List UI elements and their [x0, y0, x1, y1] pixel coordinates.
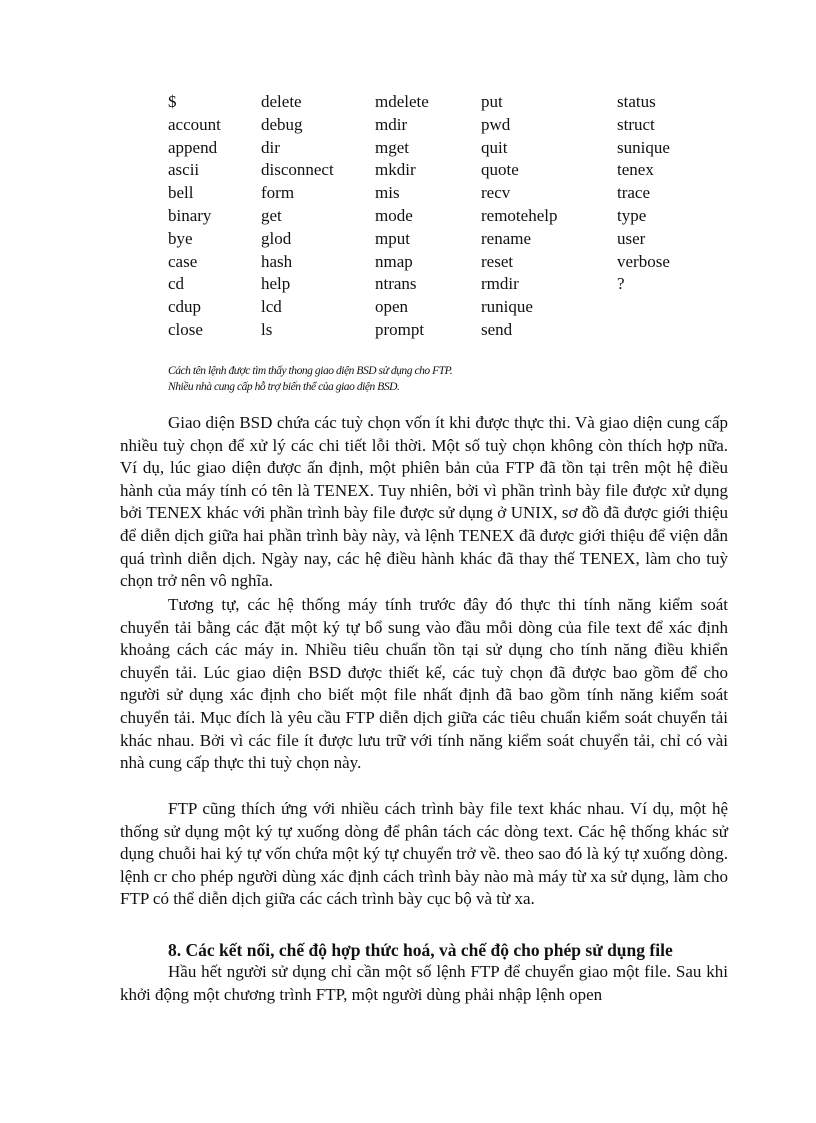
- command-name: delete: [261, 92, 302, 111]
- paragraph-transfer-control: Tương tự, các hệ thống máy tính trước đây đó thực thi tính năng kiểm soát chuyển tải bằng các đặt một ký tự bổ sung vào đầu mỗi dòng của file text để xác định khoảng cách các máy in. Nhiều tiêu chuẩn tồn tại sử dụng cho tính năng điều khiển chuyển tải. Lúc giao diện BSD được thiết kế, các tuỳ chọn đã được bao gồm để cho người sử dụng xác định cho biết một file nhất định đã bao gồm tính năng kiểm soát chuyển tải. Mục đích là yêu cầu FTP diễn dịch giữa các tiêu chuẩn kiểm soát chuyển tải khác nhau. Bởi vì các file ít được lưu trữ với tính năng kiểm soát chuyển tải, chỉ có vài nhà cung cấp thực thi tuỳ chọn này.: [120, 595, 728, 773]
- command-name: debug: [261, 114, 303, 134]
- command-name: struct: [617, 114, 655, 134]
- command-name: prompt: [375, 319, 425, 339]
- command-name: rmdir: [481, 274, 519, 294]
- command-name: cd: [168, 274, 185, 294]
- command-name: bye: [168, 228, 193, 248]
- command-name: status: [617, 92, 656, 111]
- command-name: binary: [168, 205, 212, 225]
- command-name: $: [168, 92, 177, 111]
- command-name: ascii: [168, 160, 200, 180]
- command-name: dir: [261, 137, 280, 157]
- command-name: trace: [617, 183, 651, 203]
- command-name: ?: [617, 274, 625, 294]
- command-name: open: [375, 297, 409, 317]
- command-name: mode: [375, 205, 413, 225]
- table-caption: [168, 363, 568, 395]
- command-name: case: [168, 251, 198, 271]
- command-name: quote: [481, 160, 519, 180]
- caption-line-2: Nhiều nhà cung cấp hỗ trợ biến thể của giao diện BSD.: [168, 381, 400, 393]
- command-name: append: [168, 137, 218, 157]
- command-name: form: [261, 183, 295, 203]
- command-name: get: [261, 205, 282, 225]
- command-name: ls: [261, 319, 273, 339]
- command-name: remotehelp: [481, 205, 558, 225]
- command-name: put: [481, 92, 503, 111]
- command-name: ntrans: [375, 274, 417, 294]
- command-name: mget: [375, 137, 409, 157]
- paragraph-text-representation: FTP cũng thích ứng với nhiều cách trình bày file text khác nhau. Ví dụ, một hệ thống sử dụng một ký tự xuống dòng để phân tách các dòng text. Các hệ thống khác sử dụng chuỗi hai ký tự vốn chứa một ký tự chuyển trở về. theo sao đó là ký tự xuống dòng. lệnh cr cho phép người dùng xác định cách trình bày nào mà máy từ xa sử dụng, làm cho FTP có thể diễn dịch giữa các cách trình bày cục bộ và từ xa.: [120, 799, 728, 909]
- section-heading: 8. Các kết nối, chế độ hợp thức hoá, và chế độ cho phép sử dụng file: [168, 940, 673, 960]
- command-name: user: [617, 228, 646, 248]
- command-name: type: [617, 205, 647, 225]
- command-name: send: [481, 319, 513, 339]
- command-name: quit: [481, 137, 508, 157]
- command-name: close: [168, 319, 203, 339]
- caption-line-1: Cách tên lệnh được tìm thấy thong giao diện BSD sử dụng cho FTP.: [168, 365, 453, 377]
- command-name: disconnect: [261, 160, 334, 180]
- paragraph-open-command: Hầu hết người sử dụng chỉ cần một số lệnh FTP để chuyển giao một file. Sau khi khởi động một chương trình FTP, một người dùng phải nhập lệnh open: [120, 962, 728, 1004]
- command-name: runique: [481, 297, 533, 317]
- command-name: glod: [261, 228, 292, 248]
- command-name: mdir: [375, 114, 408, 134]
- command-name: sunique: [617, 137, 670, 157]
- command-name: rename: [481, 228, 532, 248]
- command-name: reset: [481, 251, 514, 271]
- command-name: pwd: [481, 114, 511, 134]
- command-name: cdup: [168, 297, 202, 317]
- command-name: help: [261, 274, 291, 294]
- paragraph-bsd-options: Giao diện BSD chứa các tuỳ chọn vốn ít khi được thực thi. Và giao diện cung cấp nhiều tuỳ chọn để xử lý các chi tiết lỗi thời. Một số tuỳ chọn không còn thích hợp nữa. Ví dụ, lúc giao diện được ấn định, một phiên bản của FTP đã tồn tại trên một hệ điều hành của máy tính có tên là TENEX. Tuy nhiên, bởi vì phần trình bày file được xử dụng bởi TENEX khác với phần trình bày file được sử dụng ở UNIX, sơ đồ đã được giới thiệu để diễn dịch giữa hai phần trình bày này, và lệnh TENEX đã được giới thiệu để viện dẫn quá trình diễn dịch. Ngày nay, các hệ điều hành khác đã thay thế TENEX, làm cho tuỳ chọn trở nên vô nghĩa.: [120, 413, 728, 591]
- command-name: verbose: [617, 251, 670, 271]
- command-name: lcd: [261, 297, 282, 317]
- command-name: mis: [375, 183, 400, 203]
- command-name: mkdir: [375, 160, 416, 180]
- command-name: hash: [261, 251, 293, 271]
- command-name: mput: [375, 228, 410, 248]
- command-name: nmap: [375, 251, 413, 271]
- command-name: account: [168, 114, 221, 134]
- command-name: tenex: [617, 160, 654, 180]
- command-name: mdelete: [375, 92, 429, 111]
- command-name: recv: [481, 183, 511, 203]
- command-name: bell: [168, 183, 194, 203]
